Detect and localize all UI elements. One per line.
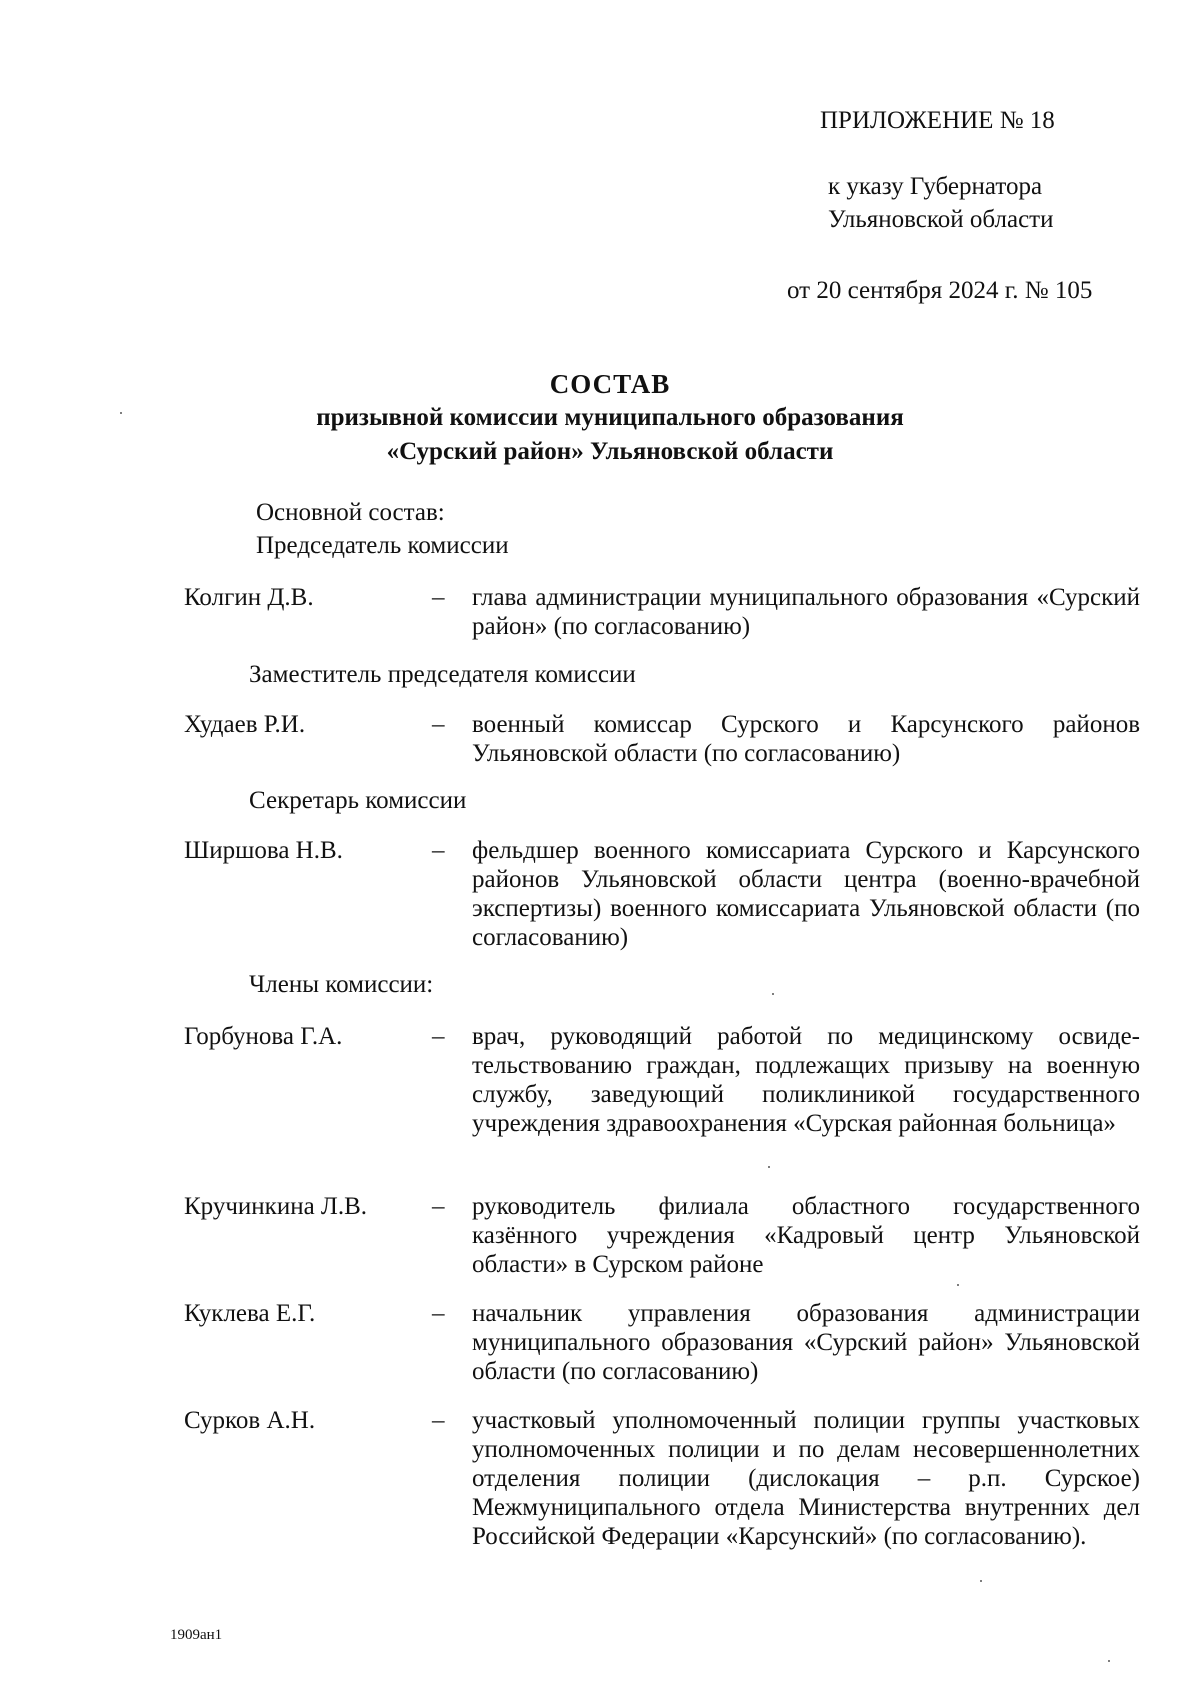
member-description: начальник управления образования администрации муниципального образования «Сурский район» Ульяновской области (по согласованию) (472, 1300, 1140, 1385)
annex-addressee-line2: Ульяновской области (828, 206, 1054, 233)
annex-date: от 20 сентября 2024 г. № 105 (787, 277, 1093, 304)
member-dash: – (432, 1407, 445, 1434)
annex-addressee-line1: к указу Губернатора (828, 173, 1043, 200)
document-heading (180, 367, 1040, 469)
scan-speck (980, 1580, 982, 1582)
intro-block (256, 496, 509, 562)
member-name: Горбунова Г.А. (184, 1023, 343, 1050)
member-dash: – (432, 584, 445, 611)
scan-speck (1108, 1660, 1110, 1662)
member-entry (184, 1406, 1140, 1551)
heading-subtitle-line1: призывной комиссии муниципального образования (316, 404, 904, 431)
annex-title: ПРИЛОЖЕНИЕ № 18 (820, 107, 1055, 134)
member-entry (184, 583, 1140, 641)
secretary-label: Секретарь комиссии (249, 787, 467, 814)
member-description: военный комиссар Сурского и Карсунского районов Ульяновской области (по согласованию) (472, 711, 1140, 767)
member-entry (184, 1022, 1140, 1138)
main-composition-label: Основной состав: (256, 499, 445, 526)
member-entry (184, 1192, 1140, 1279)
member-name: Кручинкина Л.В. (184, 1193, 368, 1220)
member-description: фельдшер военного комиссариата Сурского и Карсунского районов Ульяновской области центра (военно-врачебной экспертизы) военного комиссариата Ульяновской области (по согласованию) (472, 837, 1140, 951)
member-entry (184, 710, 1140, 768)
scan-speck (768, 1166, 770, 1168)
member-dash: – (432, 1193, 445, 1220)
member-description: участковый уполномоченный полиции группы участковых уполномоченных полиции и по делам несовершеннолетних отделения полиции (дислокация – р.п. Сурское) Межмуниципального отдела Министерства внутренних дел Российской Федерации «Карсунский» (по согласованию). (472, 1407, 1140, 1550)
heading-subtitle-line2: «Сурский район» Ульяновской области (386, 438, 834, 465)
heading-title: СОСТАВ (549, 369, 671, 399)
member-entry (184, 836, 1140, 952)
member-name: Ширшова Н.В. (184, 837, 343, 864)
document-code: 1909ан1 (170, 1627, 223, 1643)
annex-addressee (828, 170, 1158, 236)
member-name: Сурков А.Н. (184, 1407, 316, 1434)
member-dash: – (432, 711, 445, 738)
deputy-label: Заместитель председателя комиссии (249, 661, 636, 688)
chair-label: Председатель комиссии (256, 532, 509, 559)
member-description: глава администрации муниципального образования «Сурский район» (по согласованию) (472, 584, 1140, 640)
member-dash: – (432, 837, 445, 864)
member-dash: – (432, 1023, 445, 1050)
member-description: врач, руководящий работой по медицинскому освидетельствованию граждан, подлежащих призыву на военную службу, заведующий поликлиникой государственного учреждения здравоохранения «Сурская районная больница» (472, 1023, 1140, 1137)
member-name: Колгин Д.В. (184, 584, 314, 611)
members-label: Члены комиссии: (249, 971, 434, 998)
member-name: Худаев Р.И. (184, 711, 306, 738)
scan-speck (957, 1284, 959, 1286)
scan-speck (120, 412, 122, 414)
member-name: Куклева Е.Г. (184, 1300, 316, 1327)
member-dash: – (432, 1300, 445, 1327)
scan-speck (772, 993, 774, 995)
member-entry (184, 1299, 1140, 1386)
member-description: руководитель филиала областного государственного казённого учреждения «Кадровый центр Ульяновской области» в Сурском районе (472, 1193, 1140, 1278)
